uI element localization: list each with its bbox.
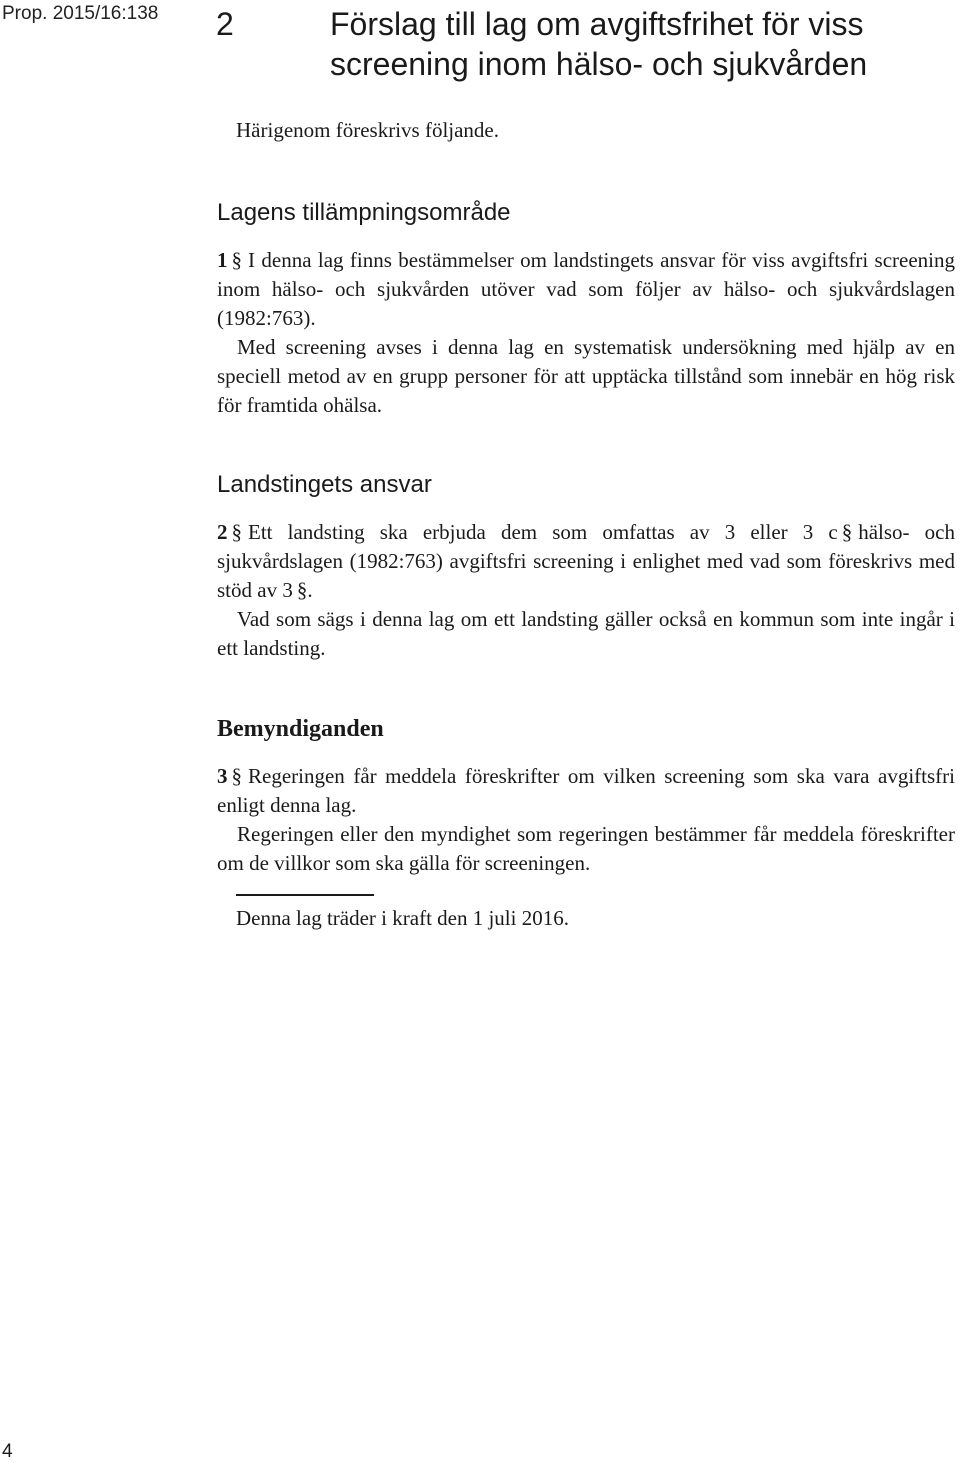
paragraph-text-end: . (307, 578, 313, 602)
section-authorizations (217, 714, 955, 878)
paragraph-3 (217, 762, 955, 820)
chapter-number: 2 (216, 6, 234, 42)
intro-text: Härigenom föreskrivs följande. (236, 118, 500, 142)
page-number: 4 (2, 1441, 13, 1462)
separator-rule (236, 894, 374, 896)
section-heading-authorizations: Bemyndiganden (217, 716, 384, 742)
paragraph-text: I denna lag finns bestämmelser om landstingets ansvar för viss avgiftsfri screening inom hälso- och sjukvården utöver vad som följer av hälso- och sjukvårdslagen (1982:763). (217, 248, 955, 330)
section-sign-inline: § (841, 520, 853, 544)
section-heading-scope: Lagens tillämpningsområde (217, 199, 511, 226)
section-responsibility (217, 470, 955, 663)
paragraph-3-second: Regeringen eller den myndighet som regeringen bestämmer får meddela föreskrifter om de villkor som ska gälla för screeningen. (217, 822, 955, 875)
paragraph-text: Regeringen får meddela föreskrifter om vilken screening som ska vara avgiftsfri enligt denna lag. (217, 764, 955, 817)
paragraph-2 (217, 518, 955, 605)
paragraph-1 (217, 246, 955, 333)
paragraph-text-part1: Ett landsting ska erbjuda dem som omfattas av 3 eller 3 c (248, 520, 838, 544)
section-sign-end: § (296, 578, 308, 602)
chapter-title: Förslag till lag om avgiftsfrihet för viss screening inom hälso- och sjukvården (330, 6, 868, 82)
paragraph-2-second: Vad som sägs i denna lag om ett landsting gäller också en kommun som inte ingår i ett landsting. (217, 607, 955, 660)
section-sign: § (231, 520, 242, 544)
paragraph-text-part2: hälso- och sjukvårdslagen (1982:763) avgiftsfri screening i enlighet med vad som föreskrivs med stöd av 3 (217, 520, 955, 602)
section-sign: § (231, 764, 242, 788)
paragraph-number: 1 (217, 248, 228, 272)
proposition-reference: Prop. 2015/16:138 (2, 3, 159, 24)
entry-into-force-text: Denna lag träder i kraft den 1 juli 2016. (236, 906, 569, 930)
paragraph-number: 3 (217, 764, 228, 788)
section-heading-responsibility: Landstingets ansvar (217, 471, 432, 498)
paragraph-number: 2 (217, 520, 228, 544)
section-sign: § (231, 248, 242, 272)
section-scope (217, 198, 955, 420)
paragraph-1-second: Med screening avses i denna lag en systematisk undersökning med hjälp av en speciell metod av en grupp personer för att upptäcka tillstånd som innebär en hög risk för framtida ohälsa. (217, 335, 955, 417)
